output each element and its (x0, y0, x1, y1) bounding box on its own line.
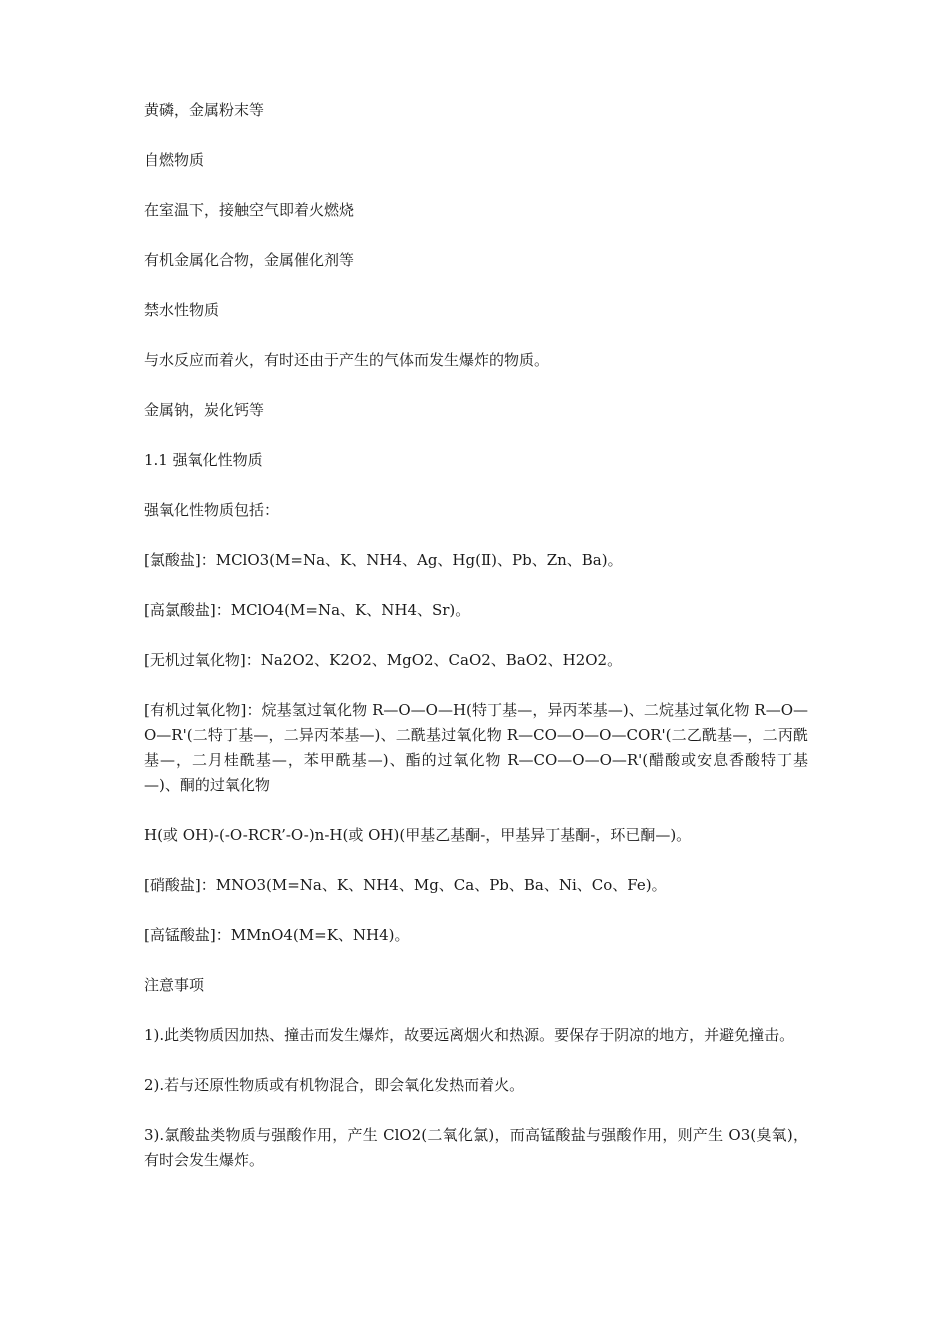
paragraph-precaution-3: 3).氯酸盐类物质与强酸作用，产生 ClO2(二氧化氯)，而高锰酸盐与强酸作用，则产生 O3(臭氧)，有时会发生爆炸。 (144, 1126, 808, 1169)
paragraph-organic-peroxides: [有机过氧化物]：烷基氢过氧化物 R—O—O—H(特丁基—，异丙苯基—)、二烷基过氧化物 R—O—O—R'(二特丁基—，二异丙苯基—)、二酰基过氧化物 R—CO—O—O—COR'(二乙酰基—，二丙酰基—，二月桂酰基—，苯甲酰基—)、酯的过氧化物 R—CO—O—O—R'(醋酸或安息香酸特丁基—)、酮的过氧化物 (144, 701, 808, 794)
paragraph-heading-pyrophoric: 自燃物质 (144, 151, 205, 169)
document-body (144, 98, 808, 1198)
paragraph-nitrates: [硝酸盐]：MNO3(M=Na、K、NH4、Mg、Ca、Pb、Ba、Ni、Co、Fe)。 (144, 876, 667, 894)
section-heading-strong-oxidizers: 1.1 强氧化性物质 (144, 451, 263, 469)
paragraph-chlorates: [氯酸盐]：MClO3(M=Na、K、NH4、Ag、Hg(Ⅱ)、Pb、Zn、Ba)。 (144, 551, 623, 569)
paragraph-precaution-1: 1).此类物质因加热、撞击而发生爆炸，故要远离烟火和热源。要保存于阴凉的地方，并避免撞击。 (144, 1026, 795, 1044)
paragraph-perchlorates: [高氯酸盐]：MClO4(M=Na、K、NH4、Sr)。 (144, 601, 471, 619)
paragraph-water-reactive-examples: 金属钠，炭化钙等 (144, 401, 265, 419)
paragraph-permanganates: [高锰酸盐]：MMnO4(M=K、NH4)。 (144, 926, 410, 944)
paragraph-ketone-peroxide-formula: H(或 OH)-(-O-RCR’-O-)n-H(或 OH)(甲基乙基酮-，甲基异丁基酮-，环已酮—)。 (144, 826, 692, 844)
paragraph-inorganic-peroxides: [无机过氧化物]：Na2O2、K2O2、MgO2、CaO2、BaO2、H2O2。 (144, 651, 623, 669)
paragraph-water-reactive-definition: 与水反应而着火，有时还由于产生的气体而发生爆炸的物质。 (144, 351, 550, 369)
paragraph-pyrophoric-definition: 在室温下，接触空气即着火燃烧 (144, 201, 355, 219)
paragraph-heading-water-reactive: 禁水性物质 (144, 301, 220, 319)
paragraph-pyrophoric-examples: 有机金属化合物，金属催化剂等 (144, 251, 355, 269)
paragraph-precaution-2: 2).若与还原性物质或有机物混合，即会氧化发热而着火。 (144, 1076, 525, 1094)
paragraph-heading-precautions: 注意事项 (144, 976, 205, 994)
paragraph-oxidizers-intro: 强氧化性物质包括： (144, 501, 280, 519)
paragraph-materials-yellow-phosphorus: 黄磷，金属粉末等 (144, 101, 265, 119)
